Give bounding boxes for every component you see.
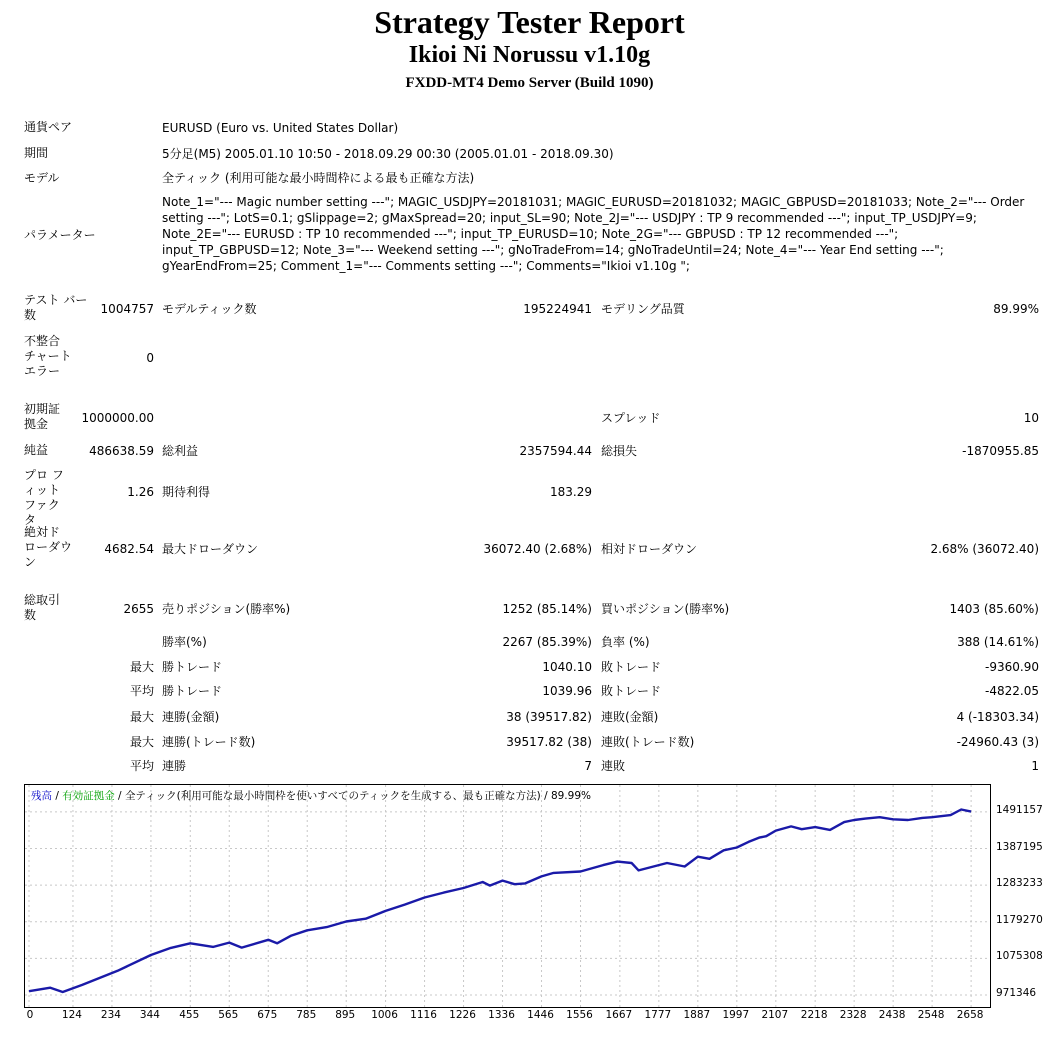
x-tick-label: 234 [100, 1009, 121, 1021]
chart-x-axis [24, 1009, 1024, 1029]
x-tick-label: 785 [296, 1009, 317, 1021]
max-cons-loss-count-value: -24960.43 (3) [956, 735, 1039, 749]
largest-win-value: 1040.10 [542, 660, 592, 674]
x-tick-label: 2107 [761, 1009, 789, 1021]
y-tick-label: 1075308 [996, 950, 1043, 963]
avg-win-label: 勝トレード [162, 684, 223, 698]
spread-label: スプレッド [601, 411, 661, 425]
profit-factor-value: 1.26 [127, 485, 154, 499]
test-bars-value: 1004757 [100, 302, 154, 316]
expected-payoff-value: 183.29 [550, 485, 592, 499]
max-cons-profit-count-value: 39517.82 (38) [506, 735, 592, 749]
x-tick-label: 1006 [371, 1009, 398, 1021]
x-tick-label: 124 [61, 1009, 82, 1021]
avg-cons-wins-value: 7 [584, 759, 592, 773]
x-tick-label: 1446 [527, 1009, 554, 1021]
max-cons-profit-count-label: 連勝(トレード数) [162, 735, 256, 749]
chart-y-axis [990, 784, 1059, 1024]
avg-cons-losses-label: 連敗 [601, 759, 626, 773]
params-label: パラメーター [24, 228, 96, 242]
x-tick-label: 895 [335, 1009, 356, 1021]
net-profit-label: 純益 [24, 443, 49, 457]
y-tick-label: 1283233 [996, 877, 1043, 890]
pair-label: 通貨ペア [24, 120, 73, 134]
gross-profit-label: 総利益 [162, 444, 199, 458]
net-profit-value: 486638.59 [89, 444, 154, 458]
x-tick-label: 2658 [956, 1009, 984, 1021]
y-tick-label: 1491157 [996, 803, 1043, 816]
model-label: モデル [24, 171, 60, 185]
x-tick-label: 1226 [449, 1009, 476, 1021]
x-tick-label: 1336 [488, 1009, 515, 1021]
largest-loss-label: 敗トレード [601, 660, 662, 674]
expected-payoff-label: 期待利得 [162, 485, 211, 499]
x-tick-label: 675 [257, 1009, 278, 1021]
avg-win-value: 1039.96 [542, 684, 592, 698]
pair-value: EURUSD (Euro vs. United States Dollar) [162, 121, 399, 135]
max-drawdown-label: 最大ドローダウン [162, 542, 259, 556]
avg-cons-losses-value: 1 [1031, 759, 1039, 773]
avg-prefix-2: 平均 [129, 759, 154, 773]
rel-drawdown-value: 2.68% (36072.40) [930, 542, 1039, 556]
total-trades-value: 2655 [123, 602, 154, 616]
max-cons-losses-money-value: 4 (-18303.34) [956, 710, 1039, 724]
x-tick-label: 2438 [878, 1009, 906, 1021]
largest-prefix: 最大 [129, 660, 154, 674]
max-cons-wins-money-value: 38 (39517.82) [506, 710, 592, 724]
x-tick-label: 1116 [410, 1009, 437, 1021]
balance-chart [24, 784, 991, 1008]
expert-name: Ikioi Ni Norussu v1.10g [408, 42, 651, 68]
max-cons-losses-money-label: 連敗(金額) [601, 710, 659, 724]
model-ticks-label: モデルティック数 [162, 302, 257, 316]
x-tick-label: 2548 [917, 1009, 945, 1021]
balance-chart-plot [25, 785, 990, 1007]
average-prefix: 平均 [129, 684, 154, 698]
mismatch-value: 0 [146, 351, 154, 365]
largest-win-label: 勝トレード [162, 660, 223, 674]
model-quality-value: 89.99% [993, 302, 1039, 316]
model-value: 全ティック (利用可能な最小時間枠による最も正確な方法) [162, 171, 475, 185]
chart-legend [31, 788, 591, 803]
long-positions-value: 1403 (85.60%) [949, 602, 1039, 616]
short-positions-label: 売りポジション(勝率%) [162, 602, 291, 616]
model-quality-label: モデリング品質 [601, 302, 685, 316]
model-ticks-value: 195224941 [523, 302, 592, 316]
y-tick-label: 1387195 [996, 840, 1043, 853]
params-value: Note_1="--- Magic number setting ---"; MAGIC_USDJPY=20181031; MAGIC_EURUSD=20181032; MAGIC_GBPUSD=20181033; Note_2="--- Order setting ---"; LotS=0.1; gSlippage=2; gMaxSpread=20; input_SL=90; Note_2J="--- USDJPY : TP 9 recommended ---"; input_TP_USDJPY=9; Note_2E="--- EURUSD : TP 10 recommended ---"; input_TP_EURUSD=10; Note_2G="--- GBPUSD : TP 12 recommended ---"; input_TP_GBPUSD=12; Note_3="--- Weekend setting ---"; gNoTradeFrom=14; gNoTradeUntil=24; Note_4="--- Year End setting ---"; gYearEndFrom=25; Comment_1="--- Comments setting ---"; Comments="Ikioi v1.10g "; [162, 195, 1025, 273]
legend-model-description: 全ティック(利用可能な最小時間枠を使いすべてのティックを生成する、最も正確な方法) / 89.99% [124, 790, 591, 802]
long-positions-label: 買いポジション(勝率%) [601, 602, 730, 616]
total-trades-label: 総取引 数 [24, 593, 61, 622]
abs-drawdown-label: 絶対ド ローダウ ン [24, 525, 73, 569]
x-tick-label: 2328 [839, 1009, 867, 1021]
max-prefix-1: 最大 [129, 710, 154, 724]
avg-loss-value: -4822.05 [985, 684, 1039, 698]
loss-rate-value: 388 (14.61%) [957, 635, 1039, 649]
win-rate-label: 勝率(%) [162, 635, 207, 649]
spread-value: 10 [1023, 411, 1039, 425]
x-tick-label: 344 [139, 1009, 160, 1021]
balance-line [29, 810, 971, 993]
server-info: FXDD-MT4 Demo Server (Build 1090) [405, 75, 654, 91]
legend-equity: 有効証拠金 [62, 790, 115, 802]
gross-profit-value: 2357594.44 [519, 444, 592, 458]
largest-loss-value: -9360.90 [985, 660, 1039, 674]
y-tick-label: 1179270 [996, 913, 1043, 926]
x-tick-label: 565 [218, 1009, 239, 1021]
x-tick-label: 1997 [722, 1009, 750, 1021]
period-label: 期間 [24, 146, 49, 160]
max-drawdown-value: 36072.40 (2.68%) [483, 542, 592, 556]
abs-drawdown-value: 4682.54 [104, 542, 154, 556]
test-bars-label: テスト バー数 [24, 293, 88, 322]
y-tick-label: 971346 [996, 987, 1037, 999]
initial-deposit-label: 初期証 拠金 [24, 402, 61, 431]
x-tick-label: 1667 [605, 1009, 633, 1021]
avg-cons-wins-label: 連勝 [162, 759, 187, 773]
loss-rate-label: 負率 (%) [601, 635, 650, 649]
legend-separator-2: / [114, 790, 125, 802]
x-tick-label: 0 [26, 1009, 34, 1021]
report-title: Strategy Tester Report [374, 4, 685, 40]
gross-loss-label: 総損失 [601, 444, 638, 458]
rel-drawdown-label: 相対ドローダウン [601, 542, 698, 556]
avg-loss-label: 敗トレード [601, 684, 662, 698]
profit-factor-label: プロ フィット ファクタ [24, 468, 64, 527]
x-tick-label: 1887 [683, 1009, 711, 1021]
max-cons-wins-money-label: 連勝(金額) [162, 710, 220, 724]
x-tick-label: 2218 [800, 1009, 828, 1021]
gross-loss-value: -1870955.85 [962, 444, 1039, 458]
initial-deposit-value: 1000000.00 [81, 411, 154, 425]
short-positions-value: 1252 (85.14%) [502, 602, 592, 616]
x-tick-label: 1777 [644, 1009, 672, 1021]
max-cons-loss-count-label: 連敗(トレード数) [601, 735, 695, 749]
max-prefix-2: 最大 [129, 735, 154, 749]
win-rate-value: 2267 (85.39%) [502, 635, 592, 649]
mismatch-label: 不整合 チャート エラー [24, 334, 72, 378]
x-tick-label: 455 [179, 1009, 200, 1021]
legend-balance: 残高 [31, 790, 52, 802]
legend-separator-1: / [52, 790, 63, 802]
period-value: 5分足(M5) 2005.01.10 10:50 - 2018.09.29 00:30 (2005.01.01 - 2018.09.30) [162, 147, 614, 161]
x-tick-label: 1556 [566, 1009, 593, 1021]
